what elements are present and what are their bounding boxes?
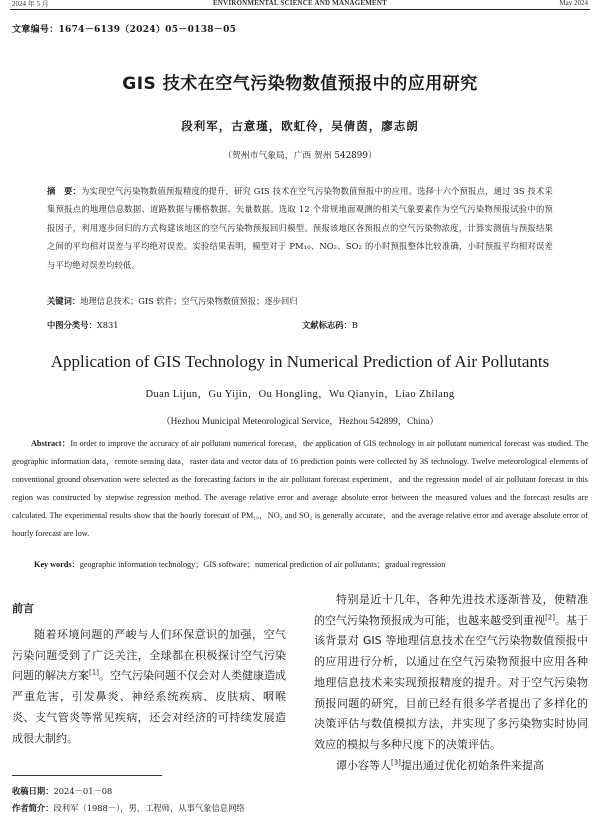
right-text-2b: 提出通过优化初始条件来提高 [400,758,544,772]
right-text-2a: 谭小容等人 [336,758,391,772]
document-code-value: B [351,320,358,330]
clc-value: X831 [96,320,119,330]
received-date [12,785,112,797]
right-paragraph-2 [314,756,588,777]
journal-name: ENVIRONMENTAL SCIENCE AND MANAGEMENT [212,0,388,7]
running-header [6,0,594,8]
clc-label: 中图分类号： [47,320,97,330]
right-paragraph-1 [314,590,588,756]
left-column [12,625,286,749]
chinese-keywords [47,295,553,307]
english-keywords-text: geographic information technology；GIS software；numerical prediction of air pollutants；gradual regression [79,560,446,569]
chinese-abstract-text: 为实现空气污染物数值预报精度的提升，研究 GIS 技术在空气污染物数值预报中的应用。选择十六个预报点，通过 3S 技术采集预报点的地理信息数据、道路数据与栅格数据、矢量数据。选取 12 个常规地面观测的相关气象要素作为空气污染物预报试验中的预报因子，利用逐步回归的方式构建该地区的空气污染物预报回归模型。预报该地区各预报点的空气污染物浓度，计算实测值与预报结果之间的平均相对误差与平均绝对误差。实验结果表明，模型对于 PM₁₀、NO₂、SO₂ 的小时预报整体比较准确，小时预报平均相对误差与平均绝对误差均较低。 [47,186,553,270]
footnote-rule [12,775,162,776]
author-bio-label: 作者简介： [12,803,54,813]
clc-number [47,319,119,331]
english-authors: Duan Lijun，Gu Yijin，Ou Hongling，Wu Qianyin，Liao Zhilang [145,389,455,400]
header-date-en: May 2024 [559,0,588,7]
right-text-1b: 。基于该背景对 GIS 等地理信息技术在空气污染物数值预报中的应用进行分析，以通过在空气污染物预报中应用各种地理信息技术来实现预报精度的提升。对于空气污染物预报问题的研究，目前已经有很多学者提出了多样化的决策评估与数值模拟方法，并实现了多污染物实时协同效应的模拟与多种尺度下的决策评估。 [314,613,589,751]
intro-paragraph [12,625,286,749]
citation-2[interactable]: [2] [545,613,555,622]
chinese-abstract [47,182,553,274]
document-code [302,319,358,331]
header-date-cn: 2024 年 5 月 [12,0,49,8]
chinese-keywords-label: 关键词： [47,296,81,306]
document-code-label: 文献标志码： [302,320,352,330]
english-abstract-label: Abstract： [31,439,71,448]
english-abstract [12,435,588,544]
header-rule [10,9,590,10]
english-affiliation: （Hezhou Municipal Meteorological Service，Hezhou 542899，China） [161,417,439,427]
english-abstract-text: In order to improve the accuracy of air pollutant numerical forecast，the application of GIS technology in air pollutant numerical forecast was studied. The geographic information data，remote sensing data，raster data and vector data of 16 prediction points were collected by 3S technology. Twelve meteorological elements of conventional ground observation were selected as the forecasting factors in the air pollutant forecast experiment，and the regression model of air pollutant forecast in this region was constructed by stepwise regression method. The average relative error and average absolute error between the measured values and the forecast results are calculated. The experimental results show that the hourly forecast of PM₁₀，NO₂ and SO₂ is generally accurate，and the average relative error and average absolute error of hourly forecast are low. [12,439,588,539]
intro-text-2: 。空气污染问题不仅会对人类健康造成严重危害，引发鼻炎、神经系统疾病、皮肤病、咽喉炎、支气管炎等常见疾病，还会对经济的可持续发展造成很大制约。 [12,669,287,745]
chinese-title: GIS 技术在空气污染物数值预报中的应用研究 [122,74,478,94]
chinese-abstract-label: 摘 要： [47,186,81,196]
right-text-1a: 特别是近十几年，各种先进技术逐渐普及，使精准的空气污染物预报成为可能，也越来越受到重视 [314,593,588,627]
chinese-authors: 段利军，古意瑾，欧虹伶，吴倩茵，廖志朗 [181,119,419,133]
right-column [314,590,588,776]
chinese-affiliation: （贺州市气象局，广西 贺州 542899） [223,151,377,161]
english-title: Application of GIS Technology in Numerical Prediction of Air Pollutants [50,352,550,371]
received-label: 收稿日期： [12,786,54,796]
intro-text-1: 随着环境问题的严峻与人们环保意识的加强，空气污染问题受到了广泛关注，全球都在积极探讨空气污染问题的解决方案 [12,628,286,683]
author-bio-text: 段利军（1988－），男，工程师，从事气象信息网络 [53,803,245,813]
chinese-keywords-text: 地理信息技术；GIS 软件；空气污染物数值预报；逐步回归 [80,296,298,306]
english-keywords-label: Key words： [34,560,80,569]
section-title: 前言 [12,602,34,615]
citation-1[interactable]: [1] [89,668,99,677]
author-bio [12,802,245,814]
received-value: 2024－01－08 [53,786,113,796]
citation-3[interactable]: [3] [391,757,401,766]
english-keywords [34,559,445,570]
article-number: 文章编号：1674－6139（2024）05－0138－05 [12,25,237,35]
